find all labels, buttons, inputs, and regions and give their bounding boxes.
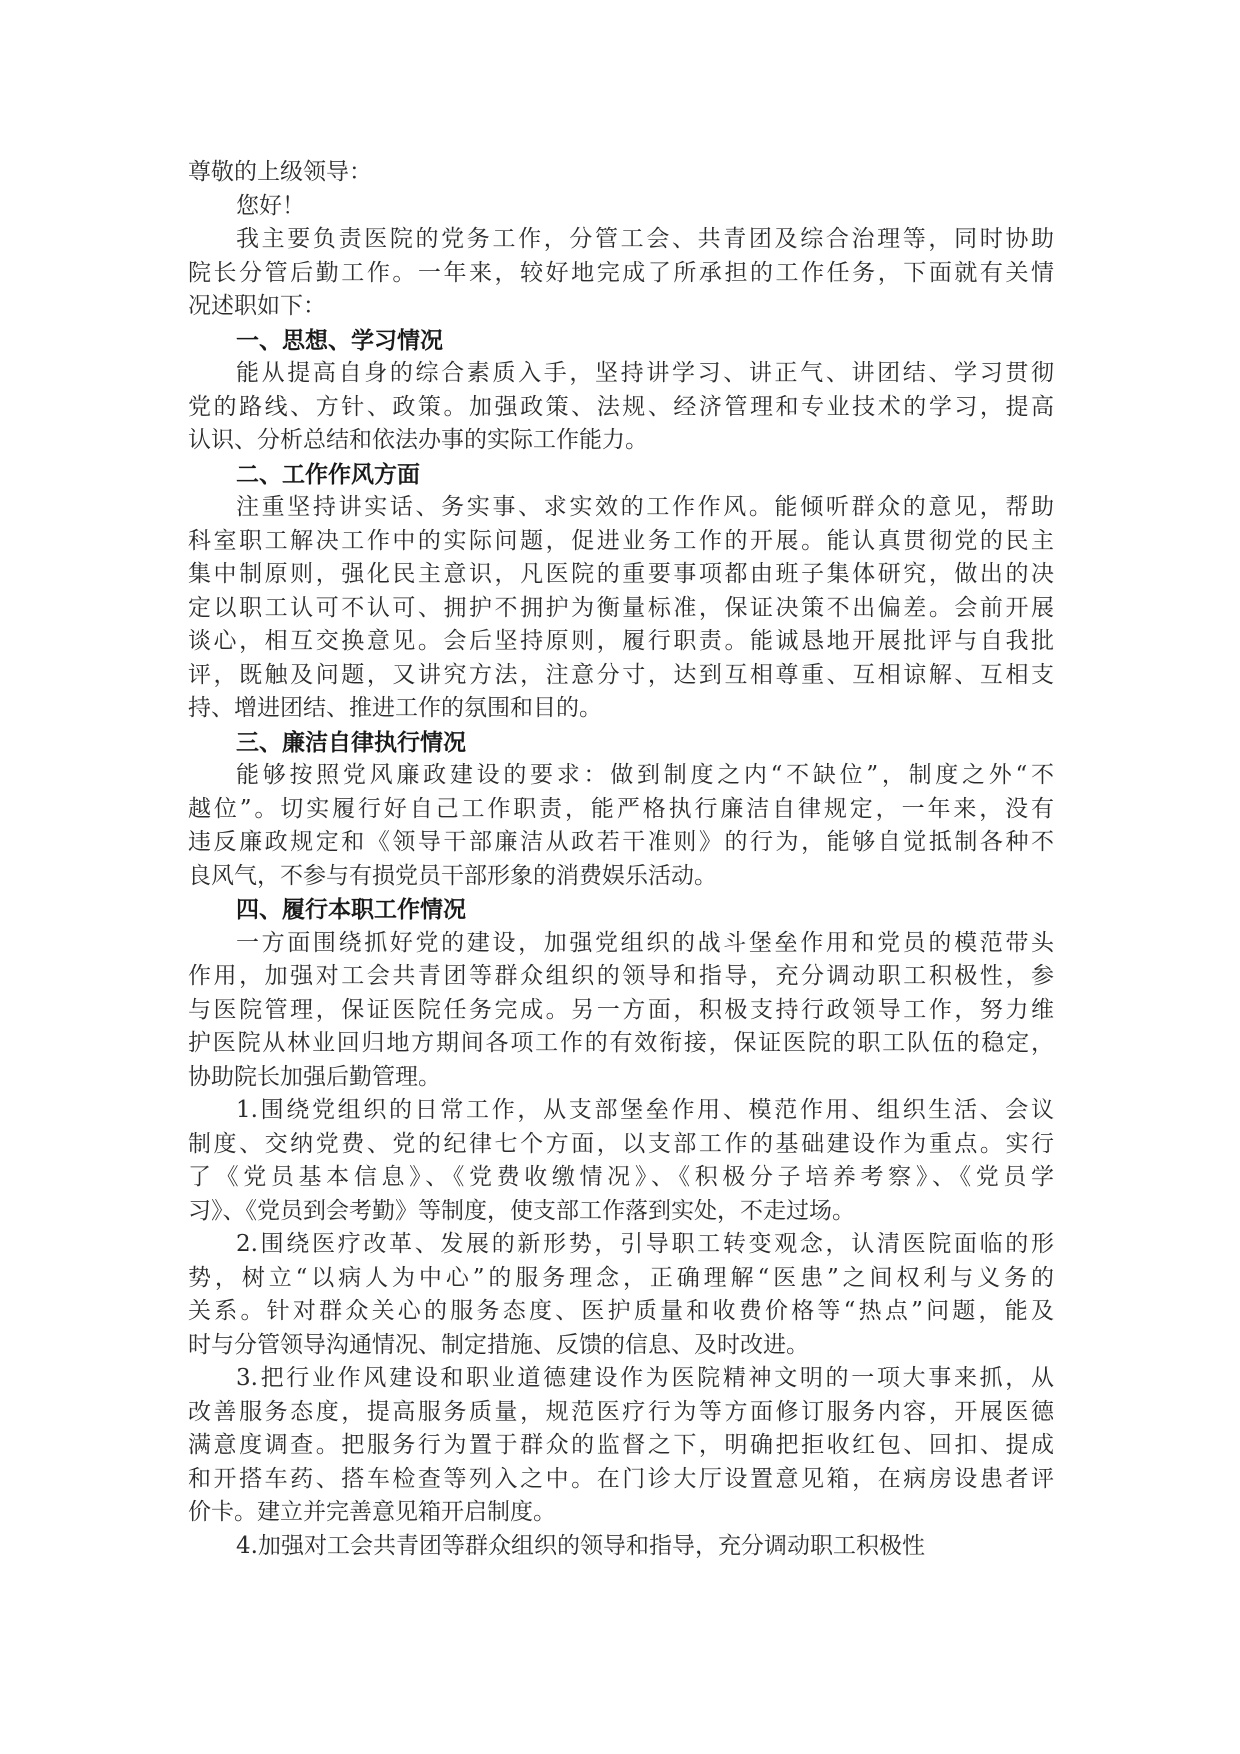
paragraph-line: 了《党员基本信息》、《党费收缴情况》、《积极分子培养考察》、《党员学 bbox=[188, 1164, 1054, 1190]
numbered-item-1 bbox=[188, 1094, 1054, 1228]
paragraph-line: 定以职工认可不认可、拥护不拥护为衡量标准，保证决策不出偏差。会前开展 bbox=[188, 594, 1054, 621]
section-work-style bbox=[188, 458, 1054, 726]
paragraph-line: 作用，加强对工会共青团等群众组织的领导和指导，充分调动职工积极性，参 bbox=[188, 963, 1054, 989]
numbered-item-4 bbox=[188, 1530, 1054, 1564]
paragraph-line: 能从提高自身的综合素质入手，坚持讲学习、讲正气、讲团结、学习贯彻 bbox=[236, 360, 1054, 386]
paragraph-line: 能够按照党风廉政建设的要求：做到制度之内“不缺位”，制度之外“不 bbox=[236, 762, 1054, 788]
document-body bbox=[188, 156, 1054, 1563]
paragraph-line: 协助院长加强后勤管理。 bbox=[188, 1063, 441, 1090]
paragraph-line: 况述职如下： bbox=[188, 293, 326, 319]
paragraph-line: 价卡。建立并完善意见箱开启制度。 bbox=[188, 1499, 556, 1525]
section-heading: 三、廉洁自律执行情况 bbox=[236, 728, 466, 756]
paragraph-line: 护医院从林业回归地方期间各项工作的有效衔接，保证医院的职工队伍的稳定， bbox=[188, 1030, 1054, 1056]
paragraph-line: 良风气，不参与有损党员干部形象的消费娱乐活动。 bbox=[188, 862, 717, 889]
paragraph-line: 科室职工解决工作中的实际问题，促进业务工作的开展。能认真贯彻党的民主 bbox=[188, 527, 1054, 554]
paragraph-line: 我主要负责医院的党务工作，分管工会、共青团及综合治理等，同时协助 bbox=[236, 226, 1054, 252]
paragraph-line: 党的路线、方针、政策。加强政策、法规、经济管理和专业技术的学习，提高 bbox=[188, 393, 1054, 420]
section-duties bbox=[188, 893, 1054, 1094]
paragraph-line: 关系。针对群众关心的服务态度、医护质量和收费价格等“热点”问题，能及 bbox=[188, 1298, 1054, 1324]
paragraph-line: 势，树立“以病人为中心”的服务理念，正确理解“医患”之间权利与义务的 bbox=[188, 1264, 1054, 1291]
paragraph-line: 习》、《党员到会考勤》等制度，使支部工作落到实处，不走过场。 bbox=[188, 1197, 855, 1224]
paragraph-line: 1.围绕党组织的日常工作，从支部堡垒作用、模范作用、组织生活、会议 bbox=[236, 1097, 1054, 1123]
section-integrity bbox=[188, 726, 1054, 894]
paragraph-line: 制度、交纳党费、党的纪律七个方面，以支部工作的基础建设作为重点。实行 bbox=[188, 1130, 1054, 1157]
intro-paragraph bbox=[188, 223, 1054, 324]
numbered-item-2 bbox=[188, 1228, 1054, 1362]
paragraph-line: 时与分管领导沟通情况、制定措施、反馈的信息、及时改进。 bbox=[188, 1331, 809, 1358]
paragraph-line: 3.把行业作风建设和职业道德建设作为医院精神文明的一项大事来抓，从 bbox=[236, 1365, 1054, 1391]
paragraph-line: 2.围绕医疗改革、发展的新形势，引导职工转变观念，认清医院面临的形 bbox=[236, 1231, 1054, 1257]
paragraph-line: 改善服务态度，提高服务质量，规范医疗行为等方面修订服务内容，开展医德 bbox=[188, 1398, 1054, 1425]
paragraph-line: 认识、分析总结和依法办事的实际工作能力。 bbox=[188, 427, 648, 453]
paragraph-line: 违反廉政规定和《领导干部廉洁从政若干准则》的行为，能够自觉抵制各种不 bbox=[188, 829, 1054, 855]
paragraph-line: 满意度调查。把服务行为置于群众的监督之下，明确把拒收红包、回扣、提成 bbox=[188, 1432, 1054, 1458]
paragraph-line: 越位”。切实履行好自己工作职责，能严格执行廉洁自律规定，一年来，没有 bbox=[188, 795, 1054, 822]
paragraph-line: 谈心，相互交换意见。会后坚持原则，履行职责。能诚恳地开展批评与自我批 bbox=[188, 628, 1054, 654]
paragraph-line: 集中制原则，强化民主意识，凡医院的重要事项都由班子集体研究，做出的决 bbox=[188, 561, 1054, 587]
numbered-item-3 bbox=[188, 1362, 1054, 1530]
paragraph-line: 注重坚持讲实话、务实事、求实效的工作作风。能倾听群众的意见，帮助 bbox=[236, 494, 1054, 520]
section-heading: 四、履行本职工作情况 bbox=[236, 896, 466, 923]
section-thought-study bbox=[188, 324, 1054, 458]
paragraph-line: 一方面围绕抓好党的建设，加强党组织的战斗堡垒作用和党员的模范带头 bbox=[236, 929, 1054, 956]
paragraph-line: 与医院管理，保证医院任务完成。另一方面，积极支持行政领导工作，努力维 bbox=[188, 996, 1054, 1023]
salutation: 尊敬的上级领导： bbox=[188, 159, 372, 185]
greeting: 您好！ bbox=[236, 192, 305, 219]
section-heading: 一、思想、学习情况 bbox=[236, 326, 443, 354]
paragraph-line: 院长分管后勤工作。一年来，较好地完成了所承担的工作任务，下面就有关情 bbox=[188, 259, 1054, 286]
paragraph-line: 4.加强对工会共青团等群众组织的领导和指导，充分调动职工积极性 bbox=[236, 1532, 925, 1559]
paragraph-line: 和开搭车药、搭车检查等列入之中。在门诊大厅设置意见箱，在病房设患者评 bbox=[188, 1465, 1054, 1492]
section-heading: 二、工作作风方面 bbox=[236, 460, 420, 488]
paragraph-line: 持、增进团结、推进工作的氛围和目的。 bbox=[188, 695, 602, 721]
paragraph-line: 评，既触及问题，又讲究方法，注意分寸，达到互相尊重、互相谅解、互相支 bbox=[188, 661, 1054, 688]
